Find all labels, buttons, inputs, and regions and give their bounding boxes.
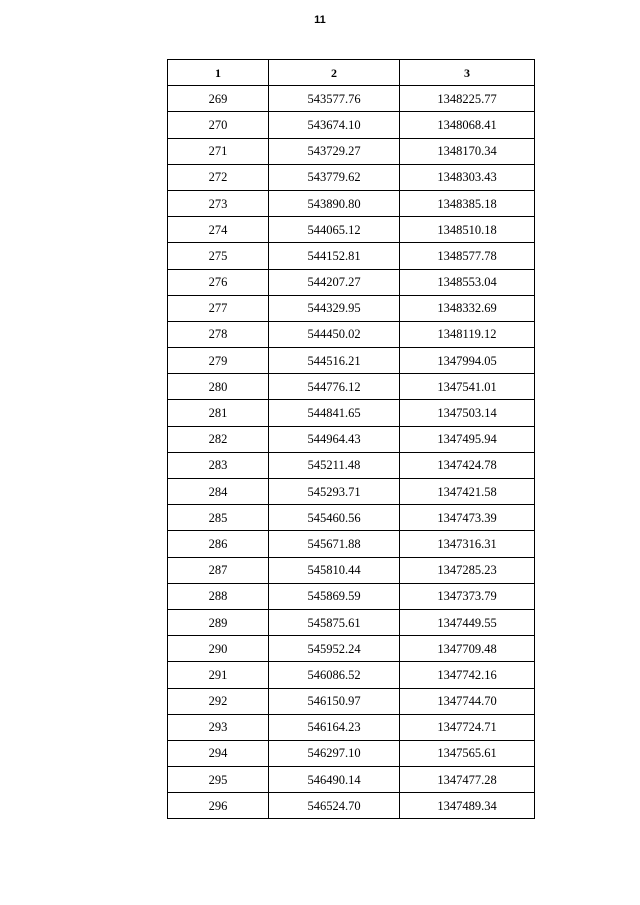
table-row <box>168 662 535 688</box>
cell-y-coordinate: 1347449.55 <box>400 609 535 635</box>
cell-y-coordinate: 1348225.77 <box>400 86 535 112</box>
table-row <box>168 138 535 164</box>
cell-point-number: 287 <box>168 557 269 583</box>
column-header-y: 3 <box>400 60 535 86</box>
table-row <box>168 583 535 609</box>
table-row <box>168 243 535 269</box>
cell-y-coordinate: 1348385.18 <box>400 190 535 216</box>
cell-y-coordinate: 1347503.14 <box>400 400 535 426</box>
cell-point-number: 284 <box>168 479 269 505</box>
cell-y-coordinate: 1348068.41 <box>400 112 535 138</box>
table-body <box>168 86 535 819</box>
cell-point-number: 292 <box>168 688 269 714</box>
cell-point-number: 291 <box>168 662 269 688</box>
table-row <box>168 295 535 321</box>
table-row <box>168 164 535 190</box>
cell-point-number: 296 <box>168 793 269 819</box>
cell-point-number: 271 <box>168 138 269 164</box>
cell-x-coordinate: 545460.56 <box>269 505 400 531</box>
cell-y-coordinate: 1347709.48 <box>400 636 535 662</box>
cell-x-coordinate: 544152.81 <box>269 243 400 269</box>
cell-x-coordinate: 546297.10 <box>269 740 400 766</box>
cell-y-coordinate: 1347489.34 <box>400 793 535 819</box>
cell-point-number: 285 <box>168 505 269 531</box>
cell-x-coordinate: 545952.24 <box>269 636 400 662</box>
cell-point-number: 272 <box>168 164 269 190</box>
cell-x-coordinate: 546524.70 <box>269 793 400 819</box>
cell-x-coordinate: 545211.48 <box>269 452 400 478</box>
cell-x-coordinate: 544065.12 <box>269 217 400 243</box>
header-row <box>168 60 535 86</box>
cell-y-coordinate: 1347994.05 <box>400 348 535 374</box>
cell-y-coordinate: 1348170.34 <box>400 138 535 164</box>
table-row <box>168 505 535 531</box>
cell-x-coordinate: 544964.43 <box>269 426 400 452</box>
cell-point-number: 274 <box>168 217 269 243</box>
table-row <box>168 452 535 478</box>
table-row <box>168 793 535 819</box>
table-row <box>168 374 535 400</box>
cell-x-coordinate: 545869.59 <box>269 583 400 609</box>
column-header-x: 2 <box>269 60 400 86</box>
cell-x-coordinate: 544450.02 <box>269 321 400 347</box>
cell-point-number: 283 <box>168 452 269 478</box>
cell-y-coordinate: 1347541.01 <box>400 374 535 400</box>
table-row <box>168 479 535 505</box>
table-row <box>168 112 535 138</box>
table-row <box>168 86 535 112</box>
cell-x-coordinate: 543890.80 <box>269 190 400 216</box>
cell-x-coordinate: 543729.27 <box>269 138 400 164</box>
table-row <box>168 557 535 583</box>
table-header <box>168 60 535 86</box>
table-row <box>168 609 535 635</box>
cell-y-coordinate: 1347495.94 <box>400 426 535 452</box>
cell-point-number: 282 <box>168 426 269 452</box>
table-row <box>168 714 535 740</box>
page-number: 11 <box>314 14 326 26</box>
cell-y-coordinate: 1348510.18 <box>400 217 535 243</box>
cell-y-coordinate: 1347473.39 <box>400 505 535 531</box>
cell-point-number: 289 <box>168 609 269 635</box>
cell-x-coordinate: 544329.95 <box>269 295 400 321</box>
cell-point-number: 295 <box>168 767 269 793</box>
cell-x-coordinate: 544516.21 <box>269 348 400 374</box>
cell-x-coordinate: 545810.44 <box>269 557 400 583</box>
cell-x-coordinate: 543577.76 <box>269 86 400 112</box>
cell-x-coordinate: 543674.10 <box>269 112 400 138</box>
cell-point-number: 293 <box>168 714 269 740</box>
cell-x-coordinate: 545293.71 <box>269 479 400 505</box>
table-row <box>168 426 535 452</box>
table-row <box>168 636 535 662</box>
cell-y-coordinate: 1347316.31 <box>400 531 535 557</box>
table-row <box>168 269 535 295</box>
cell-y-coordinate: 1347724.71 <box>400 714 535 740</box>
cell-point-number: 269 <box>168 86 269 112</box>
table-row <box>168 531 535 557</box>
cell-y-coordinate: 1347742.16 <box>400 662 535 688</box>
cell-y-coordinate: 1348303.43 <box>400 164 535 190</box>
cell-x-coordinate: 545875.61 <box>269 609 400 635</box>
cell-y-coordinate: 1347285.23 <box>400 557 535 583</box>
table-row <box>168 400 535 426</box>
cell-point-number: 276 <box>168 269 269 295</box>
cell-x-coordinate: 546490.14 <box>269 767 400 793</box>
cell-x-coordinate: 544841.65 <box>269 400 400 426</box>
cell-x-coordinate: 546150.97 <box>269 688 400 714</box>
cell-y-coordinate: 1348577.78 <box>400 243 535 269</box>
cell-x-coordinate: 544207.27 <box>269 269 400 295</box>
cell-x-coordinate: 543779.62 <box>269 164 400 190</box>
column-header-point-number: 1 <box>168 60 269 86</box>
cell-y-coordinate: 1348332.69 <box>400 295 535 321</box>
cell-y-coordinate: 1347421.58 <box>400 479 535 505</box>
cell-point-number: 288 <box>168 583 269 609</box>
table-row <box>168 348 535 374</box>
cell-point-number: 270 <box>168 112 269 138</box>
cell-point-number: 277 <box>168 295 269 321</box>
cell-point-number: 278 <box>168 321 269 347</box>
coordinates-table <box>167 59 535 819</box>
table-row <box>168 321 535 347</box>
table-row <box>168 767 535 793</box>
cell-point-number: 290 <box>168 636 269 662</box>
table-row <box>168 190 535 216</box>
cell-x-coordinate: 544776.12 <box>269 374 400 400</box>
cell-x-coordinate: 546086.52 <box>269 662 400 688</box>
cell-y-coordinate: 1347373.79 <box>400 583 535 609</box>
cell-point-number: 273 <box>168 190 269 216</box>
cell-y-coordinate: 1347565.61 <box>400 740 535 766</box>
cell-y-coordinate: 1347477.28 <box>400 767 535 793</box>
cell-x-coordinate: 545671.88 <box>269 531 400 557</box>
cell-y-coordinate: 1348119.12 <box>400 321 535 347</box>
cell-point-number: 294 <box>168 740 269 766</box>
cell-point-number: 275 <box>168 243 269 269</box>
cell-y-coordinate: 1347424.78 <box>400 452 535 478</box>
table-row <box>168 740 535 766</box>
table-row <box>168 217 535 243</box>
cell-point-number: 279 <box>168 348 269 374</box>
cell-point-number: 286 <box>168 531 269 557</box>
table-row <box>168 688 535 714</box>
cell-y-coordinate: 1347744.70 <box>400 688 535 714</box>
cell-point-number: 281 <box>168 400 269 426</box>
cell-point-number: 280 <box>168 374 269 400</box>
cell-y-coordinate: 1348553.04 <box>400 269 535 295</box>
cell-x-coordinate: 546164.23 <box>269 714 400 740</box>
